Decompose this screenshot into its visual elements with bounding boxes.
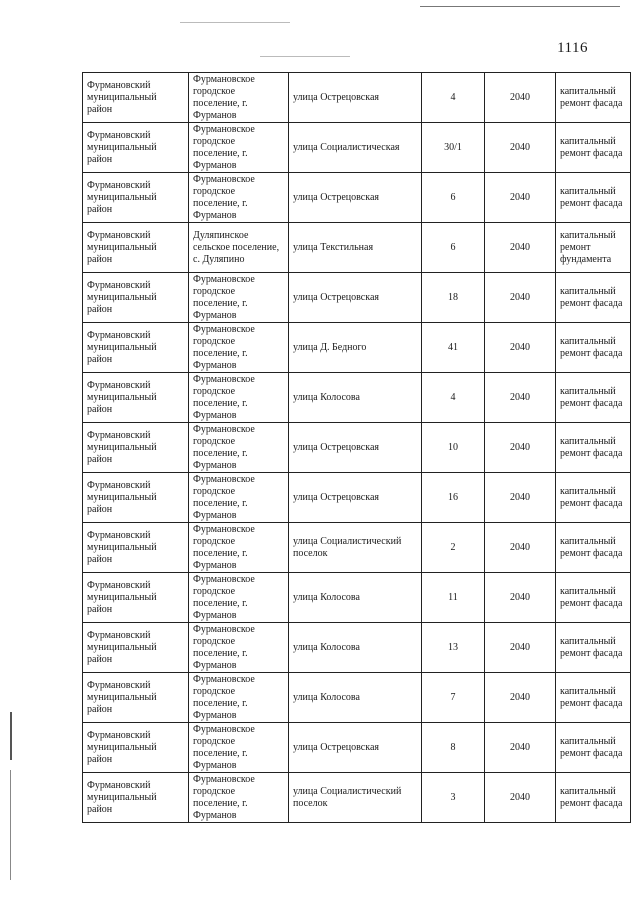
settlement-cell: Фурмановское городское поселение, г. Фурманов: [189, 473, 289, 523]
street-cell: улица Острецовская: [289, 423, 422, 473]
work-type-cell: капитальный ремонт фасада: [556, 723, 631, 773]
settlement-cell: Фурмановское городское поселение, г. Фурманов: [189, 323, 289, 373]
street-cell: улица Социалистический поселок: [289, 523, 422, 573]
street-cell: улица Текстильная: [289, 223, 422, 273]
street-cell: улица Острецовская: [289, 273, 422, 323]
street-cell: улица Социалистический поселок: [289, 773, 422, 823]
house-number-cell: 41: [422, 323, 485, 373]
planned-year-cell: 2040: [485, 273, 556, 323]
house-number-cell: 6: [422, 223, 485, 273]
planned-year-cell: 2040: [485, 673, 556, 723]
work-type-cell: капитальный ремонт фасада: [556, 673, 631, 723]
house-number-cell: 11: [422, 573, 485, 623]
planned-year-cell: 2040: [485, 323, 556, 373]
planned-year-cell: 2040: [485, 473, 556, 523]
street-cell: улица Колосова: [289, 673, 422, 723]
street-cell: улица Острецовская: [289, 173, 422, 223]
table-row: [83, 723, 631, 773]
district-cell: Фурмановский муниципальный район: [83, 723, 189, 773]
page-number: 1116: [557, 40, 588, 56]
house-number-cell: 4: [422, 373, 485, 423]
work-type-cell: капитальный ремонт фундамента: [556, 223, 631, 273]
settlement-cell: Дуляпинское сельское поселение, с. Дуляпино: [189, 223, 289, 273]
street-cell: улица Острецовская: [289, 73, 422, 123]
work-type-cell: капитальный ремонт фасада: [556, 473, 631, 523]
house-number-cell: 3: [422, 773, 485, 823]
table-row: [83, 273, 631, 323]
table-row: [83, 573, 631, 623]
table-row: [83, 523, 631, 573]
district-cell: Фурмановский муниципальный район: [83, 523, 189, 573]
margin-mark: [10, 770, 11, 880]
work-type-cell: капитальный ремонт фасада: [556, 123, 631, 173]
table-row: [83, 123, 631, 173]
scan-artifact: [260, 56, 350, 57]
margin-mark: [10, 712, 12, 760]
settlement-cell: Фурмановское городское поселение, г. Фурманов: [189, 523, 289, 573]
district-cell: Фурмановский муниципальный район: [83, 73, 189, 123]
planned-year-cell: 2040: [485, 73, 556, 123]
table-row: [83, 373, 631, 423]
registry-body: [83, 73, 631, 823]
district-cell: Фурмановский муниципальный район: [83, 423, 189, 473]
district-cell: Фурмановский муниципальный район: [83, 673, 189, 723]
house-number-cell: 13: [422, 623, 485, 673]
settlement-cell: Фурмановское городское поселение, г. Фурманов: [189, 373, 289, 423]
table-row: [83, 223, 631, 273]
planned-year-cell: 2040: [485, 223, 556, 273]
settlement-cell: Фурмановское городское поселение, г. Фурманов: [189, 673, 289, 723]
district-cell: Фурмановский муниципальный район: [83, 573, 189, 623]
planned-year-cell: 2040: [485, 423, 556, 473]
street-cell: улица Социалистическая: [289, 123, 422, 173]
work-type-cell: капитальный ремонт фасада: [556, 323, 631, 373]
table-row: [83, 773, 631, 823]
work-type-cell: капитальный ремонт фасада: [556, 373, 631, 423]
settlement-cell: Фурмановское городское поселение, г. Фурманов: [189, 123, 289, 173]
planned-year-cell: 2040: [485, 723, 556, 773]
district-cell: Фурмановский муниципальный район: [83, 473, 189, 523]
settlement-cell: Фурмановское городское поселение, г. Фурманов: [189, 773, 289, 823]
house-number-cell: 4: [422, 73, 485, 123]
street-cell: улица Острецовская: [289, 473, 422, 523]
settlement-cell: Фурмановское городское поселение, г. Фурманов: [189, 623, 289, 673]
street-cell: улица Острецовская: [289, 723, 422, 773]
district-cell: Фурмановский муниципальный район: [83, 323, 189, 373]
house-number-cell: 30/1: [422, 123, 485, 173]
planned-year-cell: 2040: [485, 173, 556, 223]
table-row: [83, 673, 631, 723]
work-type-cell: капитальный ремонт фасада: [556, 173, 631, 223]
work-type-cell: капитальный ремонт фасада: [556, 73, 631, 123]
settlement-cell: Фурмановское городское поселение, г. Фурманов: [189, 173, 289, 223]
house-number-cell: 8: [422, 723, 485, 773]
work-type-cell: капитальный ремонт фасада: [556, 423, 631, 473]
table-row: [83, 423, 631, 473]
planned-year-cell: 2040: [485, 773, 556, 823]
house-number-cell: 6: [422, 173, 485, 223]
settlement-cell: Фурмановское городское поселение, г. Фурманов: [189, 423, 289, 473]
district-cell: Фурмановский муниципальный район: [83, 273, 189, 323]
registry-table: [82, 72, 631, 823]
planned-year-cell: 2040: [485, 623, 556, 673]
scan-artifact: [180, 22, 290, 23]
work-type-cell: капитальный ремонт фасада: [556, 523, 631, 573]
house-number-cell: 7: [422, 673, 485, 723]
district-cell: Фурмановский муниципальный район: [83, 773, 189, 823]
district-cell: Фурмановский муниципальный район: [83, 223, 189, 273]
work-type-cell: капитальный ремонт фасада: [556, 273, 631, 323]
settlement-cell: Фурмановское городское поселение, г. Фурманов: [189, 723, 289, 773]
planned-year-cell: 2040: [485, 523, 556, 573]
work-type-cell: капитальный ремонт фасада: [556, 623, 631, 673]
planned-year-cell: 2040: [485, 373, 556, 423]
table-row: [83, 73, 631, 123]
planned-year-cell: 2040: [485, 573, 556, 623]
street-cell: улица Д. Бедного: [289, 323, 422, 373]
settlement-cell: Фурмановское городское поселение, г. Фурманов: [189, 73, 289, 123]
street-cell: улица Колосова: [289, 373, 422, 423]
table-row: [83, 173, 631, 223]
district-cell: Фурмановский муниципальный район: [83, 373, 189, 423]
district-cell: Фурмановский муниципальный район: [83, 123, 189, 173]
house-number-cell: 2: [422, 523, 485, 573]
work-type-cell: капитальный ремонт фасада: [556, 573, 631, 623]
street-cell: улица Колосова: [289, 623, 422, 673]
house-number-cell: 10: [422, 423, 485, 473]
settlement-cell: Фурмановское городское поселение, г. Фурманов: [189, 273, 289, 323]
table-row: [83, 323, 631, 373]
district-cell: Фурмановский муниципальный район: [83, 173, 189, 223]
planned-year-cell: 2040: [485, 123, 556, 173]
house-number-cell: 18: [422, 273, 485, 323]
table-row: [83, 623, 631, 673]
table-row: [83, 473, 631, 523]
top-rule: [420, 6, 620, 7]
district-cell: Фурмановский муниципальный район: [83, 623, 189, 673]
settlement-cell: Фурмановское городское поселение, г. Фурманов: [189, 573, 289, 623]
street-cell: улица Колосова: [289, 573, 422, 623]
house-number-cell: 16: [422, 473, 485, 523]
work-type-cell: капитальный ремонт фасада: [556, 773, 631, 823]
